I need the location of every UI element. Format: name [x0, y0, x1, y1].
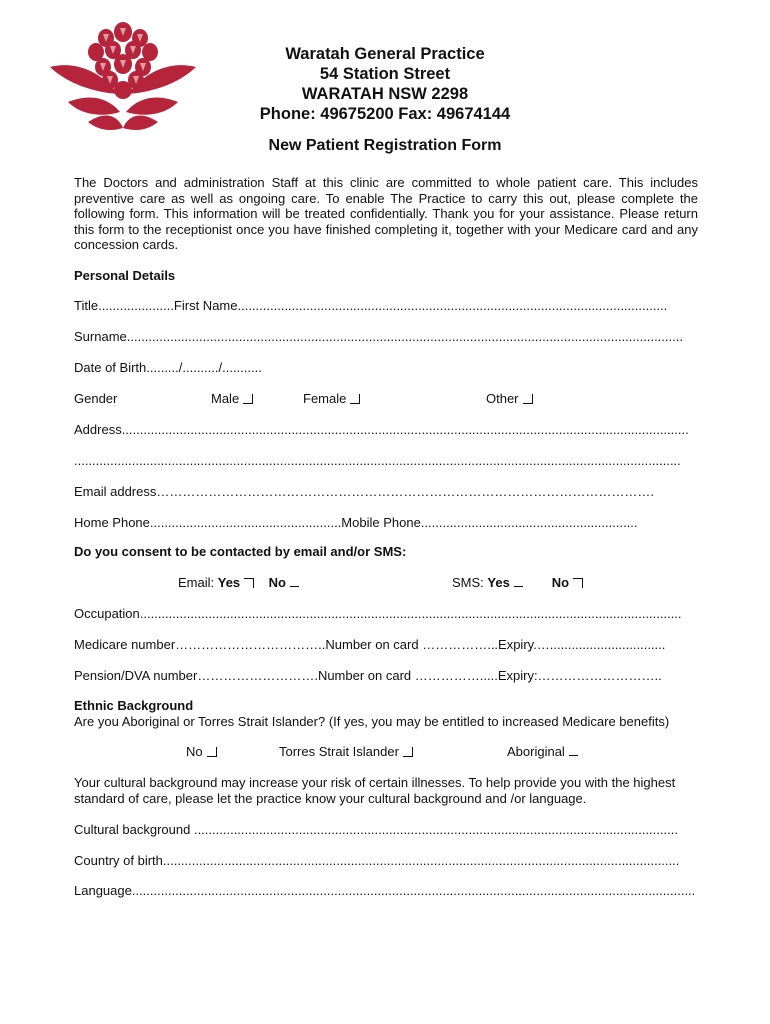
title-firstname-field[interactable]: Title.....................First Name....................................................................................................................... [74, 298, 668, 313]
personal-details-heading: Personal Details [74, 268, 176, 283]
checkbox-icon[interactable] [350, 394, 360, 404]
dob-field[interactable]: Date of Birth........./........../........... [74, 360, 262, 375]
checkbox-icon[interactable] [290, 580, 299, 587]
practice-street: 54 Station Street [319, 65, 451, 83]
checkbox-icon[interactable] [523, 394, 533, 404]
occupation-field[interactable]: Occupation...................................................................................................................................................... [74, 606, 682, 621]
email-yes-label: Yes [217, 575, 241, 590]
ethnic-aboriginal-label: Aboriginal [507, 744, 565, 759]
gender-other-option[interactable] [486, 391, 533, 406]
checkbox-icon[interactable] [573, 578, 583, 588]
waratah-flower-logo [48, 12, 198, 132]
sms-consent [452, 575, 583, 590]
checkbox-icon[interactable] [569, 749, 578, 756]
form-title: New Patient Registration Form [268, 137, 502, 154]
ethnic-aboriginal-option[interactable] [507, 744, 578, 759]
checkbox-icon[interactable] [207, 747, 217, 757]
gender-male-option[interactable] [211, 391, 253, 406]
gender-female-option[interactable] [303, 391, 360, 406]
practice-header [200, 44, 570, 124]
language-field[interactable]: Language............................................................................................................................................................ [74, 883, 696, 898]
email-field[interactable]: Email address……………………………………………………………………………………………………. [74, 484, 654, 499]
email-consent [178, 575, 299, 590]
cultural-background-field[interactable]: Cultural background ...................................................................................................................................... [74, 822, 678, 837]
checkbox-icon[interactable] [244, 578, 254, 588]
address-field-1[interactable]: Address............................................................................................................................................................. [74, 422, 689, 437]
country-of-birth-field[interactable]: Country of birth............................................................................................................................................... [74, 853, 680, 868]
phone-field[interactable]: Home Phone.....................................................Mobile Phone............................................................ [74, 515, 638, 530]
gender-female-label: Female [303, 391, 347, 406]
sms-yes-label: Yes [487, 575, 510, 590]
intro-paragraph: The Doctors and administration Staff at this clinic are committed to whole patient care. This includes preventive care as well as ongoing care. To enable The Practice to carry this out, please complete the following form. This information will be treated confidentially. Thank you for your assistance. Please return this form to the receptionist once you have finished completing it, together with your Medicare card and any concession cards. [74, 175, 698, 253]
aboriginal-question: Are you Aboriginal or Torres Strait Islander? (If yes, you may be entitled to increased Medicare benefits) [74, 714, 670, 729]
gender-male-label: Male [211, 391, 240, 406]
ethnic-no-label: No [186, 744, 203, 759]
practice-phone: Phone: 49675200 Fax: 49674144 [259, 105, 511, 123]
checkbox-icon[interactable] [403, 747, 413, 757]
checkbox-icon[interactable] [243, 394, 253, 404]
medicare-field[interactable]: Medicare number……………………………..Number on card ……………...Expiry.…................................ [74, 637, 666, 652]
ethnic-no-option[interactable] [186, 744, 217, 759]
ethnic-tsi-option[interactable] [279, 744, 413, 759]
consent-heading: Do you consent to be contacted by email and/or SMS: [74, 544, 407, 559]
practice-name: Waratah General Practice [285, 45, 485, 63]
surname-field[interactable]: Surname.......................................................................................................................................................... [74, 329, 683, 344]
cultural-note: Your cultural background may increase your risk of certain illnesses. To help provide you with the highest standard of care, please let the practice know your cultural background and /or language. [74, 775, 676, 806]
email-consent-label: Email: [178, 575, 215, 590]
sms-no-label: No [551, 575, 570, 590]
pension-dva-field[interactable]: Pension/DVA number……………………….Number on card …………….....Expiry:……………………….. [74, 668, 662, 683]
address-field-2[interactable]: ........................................................................................................................................................................ [74, 453, 681, 468]
ethnic-tsi-label: Torres Strait Islander [279, 744, 399, 759]
practice-suburb: WARATAH NSW 2298 [301, 85, 469, 103]
gender-other-label: Other [486, 391, 519, 406]
email-no-label: No [268, 575, 286, 590]
checkbox-icon[interactable] [514, 580, 523, 587]
sms-consent-label: SMS: [452, 575, 484, 590]
ethnic-heading: Ethnic Background [74, 698, 194, 713]
gender-label: Gender [74, 391, 118, 406]
